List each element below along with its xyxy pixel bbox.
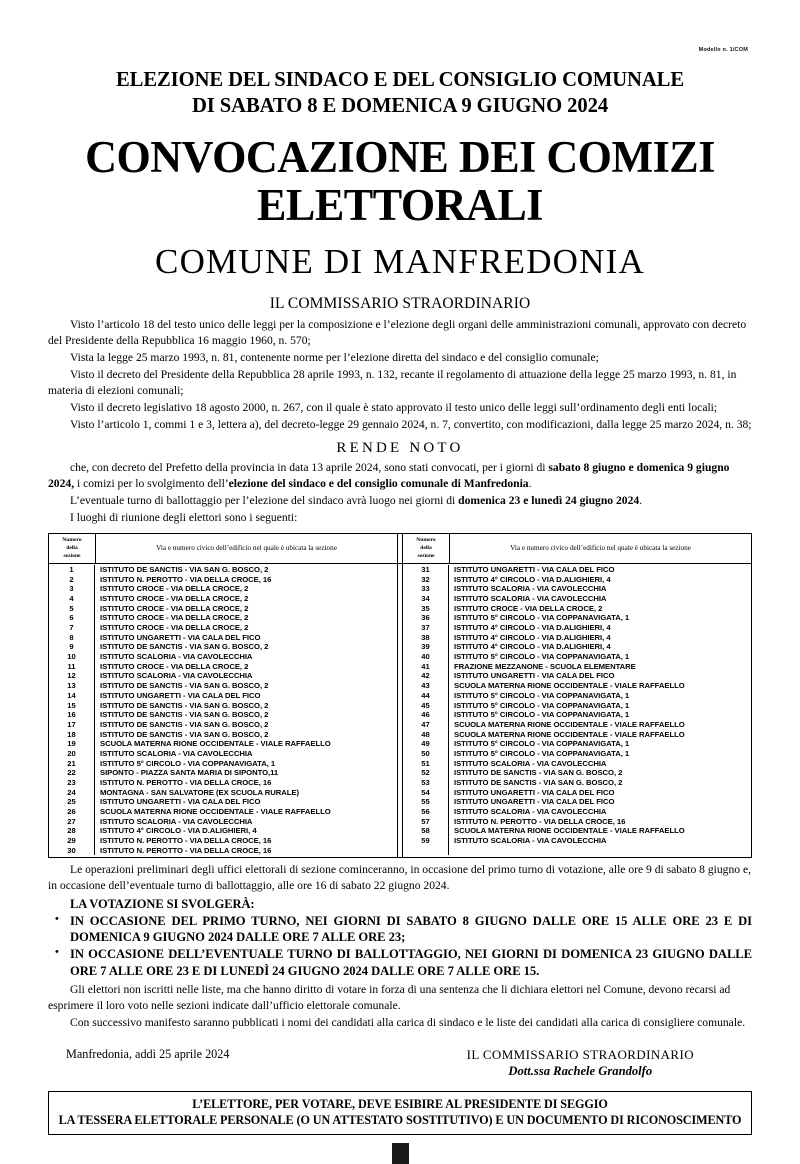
section-number: 11: [49, 662, 95, 672]
preamble-item: Visto l’articolo 18 del testo unico delle leggi per la composizione e l’elezione degli organi delle amministrazioni comunali, approvato con decreto del Presidente della Repubblica 16 maggio 1960, n. 570;: [48, 318, 747, 348]
column-header-number-left: [49, 534, 96, 563]
ballot-text-2: .: [639, 494, 643, 508]
voter-requirements-box: [48, 1091, 752, 1135]
municipality-name: COMUNE DI MANFREDONIA: [155, 241, 645, 281]
section-address: ISTITUTO CROCE - VIA DELLA CROCE, 2: [100, 661, 249, 671]
table-row: [49, 565, 397, 575]
section-address: ISTITUTO N. PEROTTO - VIA DELLA CROCE, 16: [100, 777, 272, 787]
section-number: 46: [403, 710, 449, 720]
section-number: 13: [49, 681, 95, 691]
section-address: MONTAGNA - SAN SALVATORE (EX SCUOLA RURALE): [100, 787, 299, 797]
section-address: ISTITUTO 5° CIRCOLO - VIA COPPANAVIGATA, 1: [100, 758, 276, 768]
section-number: 18: [49, 730, 95, 740]
section-address: ISTITUTO DE SANCTIS - VIA SAN G. BOSCO, 2: [454, 768, 623, 778]
table-row: [403, 739, 751, 749]
table-row: [49, 701, 397, 711]
table-row: [49, 633, 397, 643]
section-number: 59: [403, 836, 449, 846]
printer-mark-icon: [392, 1143, 409, 1164]
closing-paragraph: Con successivo manifesto saranno pubblicati i nomi dei candidati alla carica di sindaco e le liste dei candidati alla carica di consigliere comunale.: [70, 1016, 746, 1030]
table-row: [403, 613, 751, 623]
ballot-paragraph: [48, 493, 752, 509]
convocation-paragraph: [48, 460, 752, 492]
table-row: [403, 623, 751, 633]
section-number: 52: [403, 768, 449, 778]
table-row: [49, 730, 397, 740]
section-number: 1: [49, 565, 95, 575]
table-row: [49, 691, 397, 701]
authority-title: IL COMMISSARIO STRAORDINARIO: [269, 295, 531, 313]
section-address: ISTITUTO SCALORIA - VIA CAVOLECCHIA: [100, 816, 253, 826]
section-number: 55: [403, 797, 449, 807]
section-address: ISTITUTO N. PEROTTO - VIA DELLA CROCE, 16: [454, 816, 626, 826]
table-row: [49, 652, 397, 662]
section-number: 29: [49, 836, 95, 846]
table-row: [49, 681, 397, 691]
table-row: [49, 846, 397, 856]
section-address: ISTITUTO 5° CIRCOLO - VIA COPPANAVIGATA, 1: [454, 690, 630, 700]
table-row: [403, 565, 751, 575]
section-number: 42: [403, 671, 449, 681]
section-address: ISTITUTO DE SANCTIS - VIA SAN G. BOSCO, 2: [454, 777, 623, 787]
model-number-label: Modello n. 1/COM: [698, 47, 748, 53]
left-sections-list: [49, 565, 397, 855]
section-address: ISTITUTO UNGARETTI - VIA CALA DEL FICO: [454, 787, 615, 797]
table-row: [49, 749, 397, 759]
table-row: [403, 817, 751, 827]
table-row: [403, 604, 751, 614]
section-address: ISTITUTO DE SANCTIS - VIA SAN G. BOSCO, 2: [100, 700, 269, 710]
table-row: [49, 604, 397, 614]
section-address: SCUOLA MATERNA RIONE OCCIDENTALE - VIALE RAFFAELLO: [454, 729, 685, 739]
footer-line-2: LA TESSERA ELETTORALE PERSONALE (O UN ATTESTATO SOSTITUTIVO) E UN DOCUMENTO DI RICONOSCIMENTO: [58, 1113, 742, 1128]
section-number: 53: [403, 778, 449, 788]
table-row: [403, 720, 751, 730]
table-row: [49, 575, 397, 585]
polling-sections-table: [48, 533, 752, 857]
table-row: [403, 642, 751, 652]
preamble-item: Visto l’articolo 1, commi 1 e 3, lettera a), del decreto-legge 29 gennaio 2024, n. 7, convertito, con modificazioni, dalla legge 25 marzo 2024, n. 38;: [70, 418, 752, 432]
voting-schedule-list: [48, 913, 752, 979]
section-address: ISTITUTO CROCE - VIA DELLA CROCE, 2: [100, 623, 249, 633]
left-sections-cell: [49, 563, 398, 857]
table-header-row: [49, 534, 752, 563]
table-row: [403, 671, 751, 681]
section-address: ISTITUTO 4° CIRCOLO - VIA D.ALIGHIERI, 4: [100, 826, 257, 836]
table-row: [403, 768, 751, 778]
places-intro: I luoghi di riunione degli elettori sono i seguenti:: [70, 511, 298, 525]
section-address: FRAZIONE MEZZANONE - SCUOLA ELEMENTARE: [454, 661, 636, 671]
section-number: 28: [49, 826, 95, 836]
section-number: 6: [49, 613, 95, 623]
section-number: 12: [49, 671, 95, 681]
section-number: 9: [49, 642, 95, 652]
section-number: 5: [49, 604, 95, 614]
convocation-subject: elezione del sindaco e del consiglio comunale di Manfredonia: [228, 477, 529, 491]
table-row: [49, 836, 397, 846]
section-address: SCUOLA MATERNA RIONE OCCIDENTALE - VIALE RAFFAELLO: [454, 681, 685, 691]
table-row: [403, 701, 751, 711]
header-num-line-3: sezione: [417, 553, 435, 560]
section-number: 26: [49, 807, 95, 817]
right-sections-cell: [403, 563, 752, 857]
section-number: 57: [403, 817, 449, 827]
section-number: 40: [403, 652, 449, 662]
section-address: ISTITUTO SCALORIA - VIA CAVOLECCHIA: [100, 671, 253, 681]
section-number: 34: [403, 594, 449, 604]
section-address: ISTITUTO SCALORIA - VIA CAVOLECCHIA: [454, 758, 607, 768]
header-line-2: DI SABATO 8 E DOMENICA 9 GIUGNO 2024: [191, 93, 609, 118]
section-number: 36: [403, 613, 449, 623]
section-address: ISTITUTO CROCE - VIA DELLA CROCE, 2: [100, 603, 249, 613]
table-row: [49, 662, 397, 672]
table-head: [49, 534, 752, 563]
table-row: [403, 730, 751, 740]
section-address: ISTITUTO 4° CIRCOLO - VIA D.ALIGHIERI, 4: [454, 632, 611, 642]
section-number: 19: [49, 739, 95, 749]
header-num-line-1: Numero: [62, 537, 82, 544]
section-number: 4: [49, 594, 95, 604]
section-address: ISTITUTO DE SANCTIS - VIA SAN G. BOSCO, 2: [100, 710, 269, 720]
section-number: 51: [403, 759, 449, 769]
section-number: 33: [403, 584, 449, 594]
convocation-text-3: .: [528, 477, 532, 491]
section-address: SCUOLA MATERNA RIONE OCCIDENTALE - VIALE RAFFAELLO: [100, 739, 331, 749]
ballot-dates: domenica 23 e lunedì 24 giugno 2024: [458, 494, 640, 508]
header-num-line-2: della: [66, 545, 78, 552]
table-row: [49, 817, 397, 827]
section-address: ISTITUTO N. PEROTTO - VIA DELLA CROCE, 16: [100, 574, 272, 584]
section-address: ISTITUTO 5° CIRCOLO - VIA COPPANAVIGATA, 1: [454, 739, 630, 749]
voting-schedule-title: LA VOTAZIONE SI SVOLGERÀ:: [70, 896, 255, 911]
ballot-text-1: L’eventuale turno di ballottaggio per l’elezione del sindaco avrà luogo nei giorni di: [70, 494, 459, 508]
table-row: [403, 778, 751, 788]
table-row: [49, 584, 397, 594]
table-row: [49, 778, 397, 788]
table-row: [403, 691, 751, 701]
section-address: ISTITUTO CROCE - VIA DELLA CROCE, 2: [100, 584, 249, 594]
section-number: 41: [403, 662, 449, 672]
section-number: 43: [403, 681, 449, 691]
section-number: 54: [403, 788, 449, 798]
table-row: [49, 797, 397, 807]
section-address: ISTITUTO SCALORIA - VIA CAVOLECCHIA: [100, 652, 253, 662]
table-row: [403, 633, 751, 643]
section-number: 56: [403, 807, 449, 817]
section-number: 23: [49, 778, 95, 788]
column-header-address-right: Via e numero civico dell’edificio nel quale è ubicata la sezione: [450, 534, 752, 563]
footer-line-1: L’ELETTORE, PER VOTARE, DEVE ESIBIRE AL PRESIDENTE DI SEGGIO: [192, 1097, 608, 1112]
table-row: [49, 768, 397, 778]
section-address: ISTITUTO N. PEROTTO - VIA DELLA CROCE, 16: [100, 845, 272, 855]
table-row: [49, 788, 397, 798]
section-address: ISTITUTO SCALORIA - VIA CAVOLECCHIA: [454, 835, 607, 845]
section-number: 48: [403, 730, 449, 740]
section-number: 38: [403, 633, 449, 643]
header-num-line-3: sezione: [63, 553, 81, 560]
column-header-number-right: [403, 534, 450, 563]
table-row: [49, 759, 397, 769]
section-number: 45: [403, 701, 449, 711]
section-address: ISTITUTO DE SANCTIS - VIA SAN G. BOSCO, 2: [100, 729, 269, 739]
table-row: [49, 710, 397, 720]
section-number: 27: [49, 817, 95, 827]
section-address: ISTITUTO 5° CIRCOLO - VIA COPPANAVIGATA, 1: [454, 748, 630, 758]
section-address: ISTITUTO 5° CIRCOLO - VIA COPPANAVIGATA, 1: [454, 652, 630, 662]
header-num-line-2: della: [420, 545, 432, 552]
section-address: ISTITUTO 5° CIRCOLO - VIA COPPANAVIGATA, 1: [454, 613, 630, 623]
place-and-date: Manfredonia, addì 25 aprile 2024: [66, 1047, 230, 1062]
signature-block: [467, 1047, 752, 1079]
table-row: [49, 807, 397, 817]
section-address: ISTITUTO UNGARETTI - VIA CALA DEL FICO: [100, 797, 261, 807]
signatory-role: IL COMMISSARIO STRAORDINARIO: [466, 1047, 694, 1063]
table-row: [49, 594, 397, 604]
preamble-item: Visto il decreto del Presidente della Repubblica 28 aprile 1993, n. 132, recante il regolamento di attuazione della legge 25 marzo 1993, n. 81, in materia di elezioni comunali;: [48, 368, 737, 398]
operations-paragraph: Le operazioni preliminari degli uffici elettorali di sezione cominceranno, in occasione del primo turno di votazione, alle ore 9 di sabato 8 giugno e, in occasione dell’eventuale turno di ballottaggio, alle ore 16 di sabato 22 giugno 2024.: [48, 862, 752, 892]
table-row: [49, 826, 397, 836]
section-number: 31: [403, 565, 449, 575]
section-address: SCUOLA MATERNA RIONE OCCIDENTALE - VIALE RAFFAELLO: [454, 719, 685, 729]
section-address: ISTITUTO 4° CIRCOLO - VIA D.ALIGHIERI, 4: [454, 623, 611, 633]
section-number: 16: [49, 710, 95, 720]
table-row: [49, 671, 397, 681]
signatory-name: Dott.ssa Rachele Grandolfo: [508, 1064, 653, 1079]
table-row: [403, 710, 751, 720]
column-header-address-left: Via e numero civico dell’edificio nel quale è ubicata la sezione: [96, 534, 398, 563]
section-address: ISTITUTO CROCE - VIA DELLA CROCE, 2: [100, 594, 249, 604]
table-row: [49, 720, 397, 730]
section-number: 2: [49, 575, 95, 585]
table-content-row: [49, 563, 752, 857]
table-row: [49, 613, 397, 623]
table-row: [403, 759, 751, 769]
table-row: [403, 681, 751, 691]
voting-schedule-item: • IN OCCASIONE DEL PRIMO TURNO, NEI GIORNI DI SABATO 8 GIUGNO DALLE ORE 15 ALLE ORE 23 E DI DOMENICA 9 GIUGNO 2024 DALLE ORE 7 ALLE ORE 23;: [48, 913, 752, 946]
table-row: [403, 584, 751, 594]
table-row: [403, 652, 751, 662]
table-row: [49, 739, 397, 749]
voting-schedule-item: • IN OCCASIONE DELL’EVENTUALE TURNO DI BALLOTTAGGIO, NEI GIORNI DI DOMENICA 23 GIUGNO DALLE ORE 7 ALLE ORE 23 E DI LUNEDÌ 24 GIUGNO 2024 DALLE ORE 7 ALLE ORE 15.: [48, 946, 752, 979]
section-number: 50: [403, 749, 449, 759]
table-row: [49, 642, 397, 652]
section-address: ISTITUTO DE SANCTIS - VIA SAN G. BOSCO, 2: [100, 719, 269, 729]
section-number: 7: [49, 623, 95, 633]
section-address: ISTITUTO 4° CIRCOLO - VIA D.ALIGHIERI, 4: [454, 574, 611, 584]
section-number: 3: [49, 584, 95, 594]
convocation-text-2: i comizi per lo svolgimento dell’: [74, 477, 229, 491]
section-number: 15: [49, 701, 95, 711]
section-address: ISTITUTO UNGARETTI - VIA CALA DEL FICO: [454, 565, 615, 575]
section-address: ISTITUTO 4° CIRCOLO - VIA D.ALIGHIERI, 4: [454, 642, 611, 652]
section-address: ISTITUTO 5° CIRCOLO - VIA COPPANAVIGATA, 1: [454, 700, 630, 710]
table-row: [49, 623, 397, 633]
rende-noto-heading: RENDE NOTO: [336, 440, 464, 457]
section-address: ISTITUTO SCALORIA - VIA CAVOLECCHIA: [454, 584, 607, 594]
section-number: 35: [403, 604, 449, 614]
section-address: ISTITUTO SCALORIA - VIA CAVOLECCHIA: [100, 748, 253, 758]
section-address: ISTITUTO CROCE - VIA DELLA CROCE, 2: [454, 603, 603, 613]
section-number: 10: [49, 652, 95, 662]
section-number: 32: [403, 575, 449, 585]
convocation-text-1: che, con decreto del Prefetto della provincia in data 13 aprile 2024, sono stati convocati, per i giorni di: [70, 461, 549, 475]
table-row: [403, 846, 751, 856]
section-address: SIPONTO - PIAZZA SANTA MARIA DI SIPONTO,11: [100, 768, 279, 778]
table-body: [49, 563, 752, 857]
section-address: ISTITUTO UNGARETTI - VIA CALA DEL FICO: [454, 797, 615, 807]
preamble-block: [48, 317, 752, 433]
section-address: ISTITUTO N. PEROTTO - VIA DELLA CROCE, 16: [100, 835, 272, 845]
header-num-line-1: Numero: [416, 537, 436, 544]
header-line-1: ELEZIONE DEL SINDACO E DEL CONSIGLIO COMUNALE: [115, 67, 684, 91]
section-address: ISTITUTO CROCE - VIA DELLA CROCE, 2: [100, 613, 249, 623]
section-number: [403, 846, 449, 856]
section-number: 49: [403, 739, 449, 749]
section-number: 39: [403, 642, 449, 652]
table-row: [403, 594, 751, 604]
right-sections-list: [403, 565, 751, 855]
section-address: ISTITUTO SCALORIA - VIA CAVOLECCHIA: [454, 594, 607, 604]
section-number: 58: [403, 826, 449, 836]
table-row: [403, 807, 751, 817]
table-row: [403, 797, 751, 807]
section-number: 44: [403, 691, 449, 701]
table-row: [403, 662, 751, 672]
section-address: ISTITUTO DE SANCTIS - VIA SAN G. BOSCO, 2: [100, 642, 269, 652]
section-number: 21: [49, 759, 95, 769]
page-title: CONVOCAZIONE DEI COMIZI ELETTORALI: [85, 132, 715, 230]
section-address: ISTITUTO UNGARETTI - VIA CALA DEL FICO: [100, 690, 261, 700]
preamble-item: Visto il decreto legislativo 18 agosto 2000, n. 267, con il quale è stato approvato il testo unico delle leggi sull’ordinamento degli enti locali;: [70, 401, 718, 415]
signature-area: [48, 1047, 752, 1079]
section-address: SCUOLA MATERNA RIONE OCCIDENTALE - VIALE RAFFAELLO: [454, 826, 685, 836]
section-address: ISTITUTO UNGARETTI - VIA CALA DEL FICO: [454, 671, 615, 681]
section-number: 37: [403, 623, 449, 633]
section-address: ISTITUTO DE SANCTIS - VIA SAN G. BOSCO, 2: [100, 681, 269, 691]
section-address: ISTITUTO DE SANCTIS - VIA SAN G. BOSCO, 2: [100, 565, 269, 575]
closing-paragraph: Gli elettori non iscritti nelle liste, ma che hanno diritto di votare in forza di una sentenza che li dichiara elettori nel Comune, devono recarsi ad esprimere il loro voto nelle sezioni indicate dall’ufficio elettorale comunale.: [48, 983, 731, 1013]
section-address: SCUOLA MATERNA RIONE OCCIDENTALE - VIALE RAFFAELLO: [100, 806, 331, 816]
section-number: 25: [49, 797, 95, 807]
section-number: 30: [49, 846, 95, 856]
section-number: 17: [49, 720, 95, 730]
section-number: 20: [49, 749, 95, 759]
section-address: ISTITUTO UNGARETTI - VIA CALA DEL FICO: [100, 632, 261, 642]
section-number: 47: [403, 720, 449, 730]
section-address: ISTITUTO SCALORIA - VIA CAVOLECCHIA: [454, 806, 607, 816]
section-number: 24: [49, 788, 95, 798]
table-row: [403, 749, 751, 759]
table-row: [403, 826, 751, 836]
section-number: 22: [49, 768, 95, 778]
table-row: [403, 836, 751, 846]
section-number: 14: [49, 691, 95, 701]
table-row: [403, 575, 751, 585]
table-row: [403, 788, 751, 798]
convocation-dates: sabato 8 giugno e domenica 9 giugno 2024,: [48, 461, 730, 491]
preamble-item: Vista la legge 25 marzo 1993, n. 81, contenente norme per l’elezione diretta del sindaco e del consiglio comunale;: [70, 351, 599, 365]
section-address: ISTITUTO 5° CIRCOLO - VIA COPPANAVIGATA, 1: [454, 710, 630, 720]
section-number: 8: [49, 633, 95, 643]
